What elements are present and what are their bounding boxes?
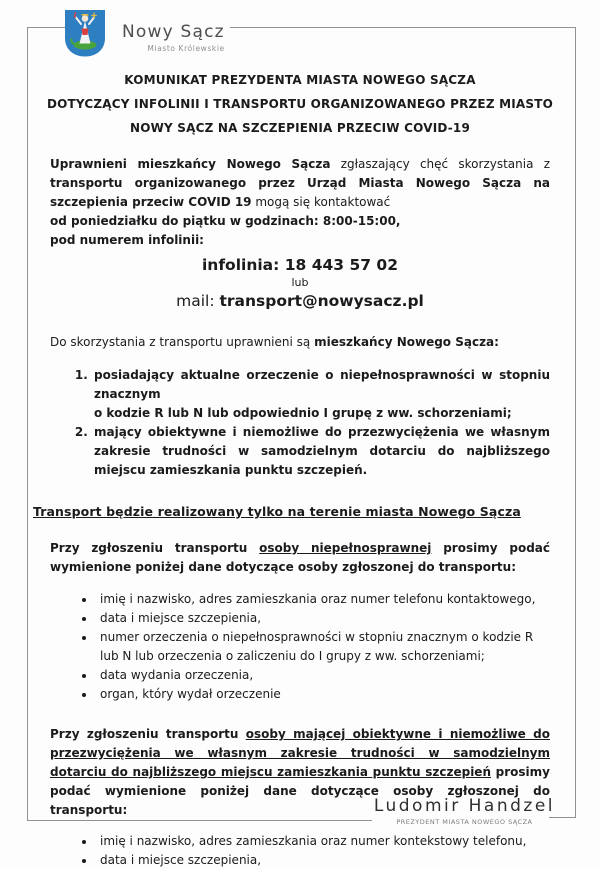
title-line-3: NOWY SĄCZ NA SZCZEPIENIA PRZECIW COVID-19 [129,121,471,135]
title-line-1: KOMUNIKAT PREZYDENTA MIASTA NOWEGO SĄCZA [124,73,476,87]
document-body [33,62,554,870]
territory-heading: Transport będzie realizowany tylko na terenie miasta Nowego Sącza [33,504,521,519]
difficulty-required-data-list [50,832,550,870]
list-item: • data wydania orzeczenia, [96,666,550,685]
page-border-top-left-line [27,27,65,28]
hotline-mail-label: mail: [176,292,215,310]
hotline-phone-number: 18 443 57 02 [284,256,399,274]
list-item: • data i miejsce szczepienia, [96,851,550,870]
disabled-section-lead: Przy zgłoszeniu transportu osoby niepełnosprawnej prosimy podać wymienione poniżej dane dotyczące osoby zgłoszonej do transportu: [50,541,550,574]
hotline-phone-label: infolinia: [201,256,280,274]
hotline-mail-line [50,290,550,312]
list-item: • data i miejsce szczepienia, [96,609,550,628]
page-border-left-line [27,27,28,821]
signature-name: Ludomir Handzel [373,796,555,816]
eligibility-lead: Do skorzystania z transportu uprawnieni są mieszkańcy Nowego Sącza: [50,335,499,349]
city-logo [63,9,225,58]
list-item: • imię i nazwisko, adres zamieszkania oraz numer telefonu kontaktowego, [96,590,550,609]
list-item: • imię i nazwisko, adres zamieszkania oraz numer kontekstowy telefonu, [96,832,550,851]
disabled-required-data-list [50,590,550,704]
hotline-block [50,255,550,312]
eligibility-list [50,366,550,480]
page-border-top-right-line [230,27,576,28]
list-item: 1. posiadający aktualne orzeczenie o niepełnosprawności w stopniu znacznym o kodzie R lub N lub odpowiednio I grupę z ww. schorzeniami; [92,366,550,423]
hotline-or-text: lub [291,276,309,289]
list-item: • organ, który wydał orzeczenie [96,685,550,704]
hotline-phone-line [50,255,550,276]
intro-paragraph: Uprawnieni mieszkańcy Nowego Sącza zgłaszający chęć skorzystania z transportu organizowanego przez Urząd Miasta Nowego Sącza na szczepienia przeciw COVID 19 mogą się kontaktować od poniedziałku do piątku w godzinach: 8:00-15:00, pod numerem infolinii: [50,157,551,247]
signature-block [374,796,555,826]
page-border-right-line [575,27,576,818]
list-item: • numer orzeczenia o niepełnosprawności w stopniu znacznym o kodzie R lub N lub orzeczenia o zaliczeniu do I grupy z ww. schorzeniami; [96,628,550,666]
title-line-2: DOTYCZĄCY INFOLINII I TRANSPORTU ORGANIZOWANEGO PRZEZ MIASTO [46,97,554,111]
difficulty-section-lead: Przy zgłoszeniu transportu osoby mającej obiektywne i niemożliwe do przezwyciężenia we własnym zakresie trudności w samodzielnym dotarciu do najbliższego miejscu zamieszkania punktu szczepień prosimy podać wymienione poniżej dane dotyczące osoby zgłoszonej do transportu: [50,727,551,817]
announcement-title [35,68,565,140]
brand-tagline: Miasto Królewskie [147,44,225,53]
signature-role: PREZYDENT MIASTA NOWEGO SĄCZA [396,818,533,826]
nowy-sacz-coat-of-arms-icon [63,9,107,58]
brand-name: Nowy Sącz [122,22,225,42]
hotline-mail-address: transport@nowysacz.pl [219,292,424,310]
list-item: 2. mający obiektywne i niemożliwe do przezwyciężenia we własnym zakresie trudności w samodzielnym dotarciu do najbliższego miejscu zamieszkania punktu szczepień. [92,423,550,480]
